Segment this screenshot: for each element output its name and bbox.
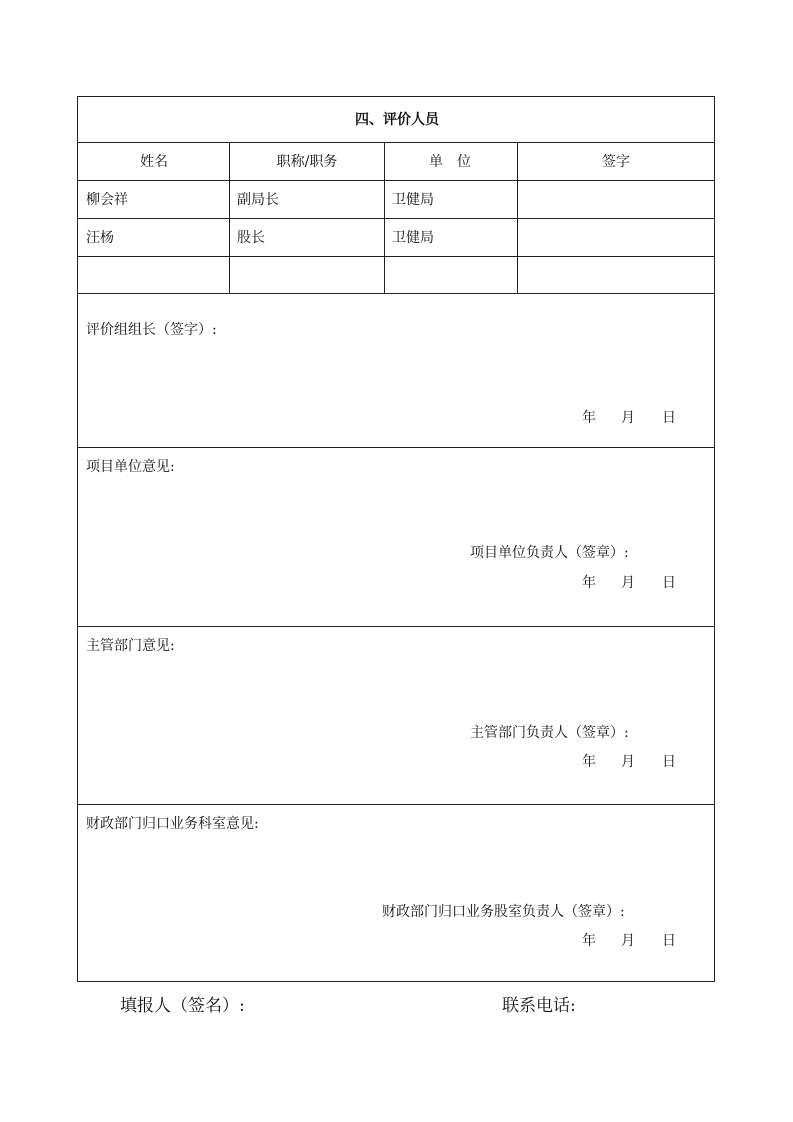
date-year: 年 (582, 575, 596, 591)
column-divider (517, 142, 518, 293)
date-year: 年 (582, 754, 596, 770)
column-divider (384, 142, 385, 293)
project-unit-opinion-label: 项目单位意见: (86, 459, 175, 475)
supervisor-opinion-label: 主管部门意见: (86, 638, 175, 654)
row-divider (78, 626, 714, 627)
contact-phone-label: 联系电话: (502, 996, 576, 1016)
header-title-position: 职称/职务 (276, 154, 338, 170)
row-divider (78, 447, 714, 448)
project-unit-responsible-label: 项目单位负责人（签章）: (470, 545, 629, 561)
finance-responsible-label: 财政部门归口业务股室负责人（签章）: (382, 904, 625, 920)
date-day: 日 (662, 933, 676, 949)
row-divider (78, 293, 714, 294)
date-year: 年 (582, 933, 596, 949)
cell-name: 柳会祥 (86, 192, 128, 208)
evaluation-form (77, 96, 715, 982)
cell-title: 股长 (237, 230, 265, 246)
supervisor-responsible-label: 主管部门负责人（签章）: (470, 725, 629, 741)
row-divider (78, 142, 714, 143)
date-day: 日 (662, 575, 676, 591)
row-divider (78, 804, 714, 805)
date-month: 月 (621, 410, 635, 426)
section-title: 四、评价人员 (355, 112, 439, 128)
date-day: 日 (662, 410, 676, 426)
filler-sign-label: 填报人（签名）: (120, 996, 245, 1016)
column-divider (229, 142, 230, 293)
finance-opinion-label: 财政部门归口业务科室意见: (86, 816, 259, 832)
cell-title: 副局长 (237, 192, 279, 208)
cell-unit: 卫健局 (392, 230, 434, 246)
row-divider (78, 218, 714, 219)
cell-name: 汪杨 (86, 230, 114, 246)
header-name: 姓名 (140, 154, 168, 170)
row-divider (78, 180, 714, 181)
date-month: 月 (621, 933, 635, 949)
row-divider (78, 256, 714, 257)
leader-sign-label: 评价组组长（签字）: (86, 322, 217, 338)
date-day: 日 (662, 754, 676, 770)
date-month: 月 (621, 575, 635, 591)
header-signature: 签字 (602, 154, 630, 170)
cell-unit: 卫健局 (392, 192, 434, 208)
header-unit: 单 位 (429, 154, 471, 170)
date-month: 月 (621, 754, 635, 770)
date-year: 年 (582, 410, 596, 426)
